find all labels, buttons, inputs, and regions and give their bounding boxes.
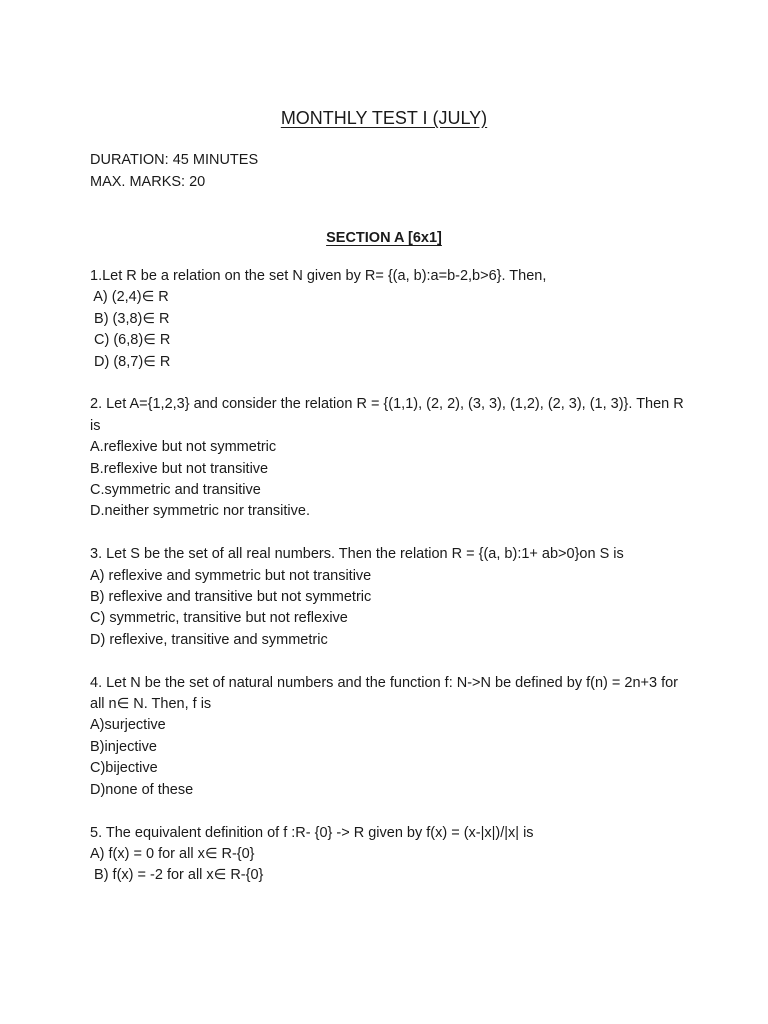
question-stem: 1.Let R be a relation on the set N given by R= {(a, b):a=b-2,b>6}. Then,	[90, 268, 547, 284]
question-2	[90, 394, 690, 522]
option: A.reflexive but not symmetric	[90, 439, 277, 456]
option: C) symmetric, transitive but not reflexive	[90, 610, 348, 627]
question-stem: 4. Let N be the set of natural numbers and the function f: N->N be defined by f(n) = 2n+3 for all n∈ N. Then, f is	[90, 674, 679, 713]
option: D)none of these	[90, 781, 194, 798]
option: C.symmetric and transitive	[90, 482, 261, 499]
option: B) (3,8)∈ R	[90, 310, 170, 327]
question-5	[90, 823, 690, 887]
question-3	[90, 544, 690, 651]
option: C)bijective	[90, 760, 158, 777]
test-meta	[90, 150, 258, 193]
section-heading: SECTION A [6x1]	[326, 230, 442, 246]
question-4	[90, 673, 690, 801]
option: D) (8,7)∈ R	[90, 353, 171, 370]
max-marks-text: MAX. MARKS: 20	[90, 173, 206, 190]
option: A)surjective	[90, 717, 166, 734]
question-list	[90, 266, 690, 908]
question-1	[90, 266, 690, 373]
option: B)injective	[90, 738, 157, 755]
option: A) (2,4)∈ R	[90, 289, 169, 306]
option: B) reflexive and transitive but not symmetric	[90, 589, 372, 606]
option: A) f(x) = 0 for all x∈ R-{0}	[90, 845, 255, 862]
option: D.neither symmetric nor transitive.	[90, 503, 310, 520]
option: D) reflexive, transitive and symmetric	[90, 631, 328, 648]
page-title: MONTHLY TEST I (JULY)	[280, 108, 488, 128]
option: B.reflexive but not transitive	[90, 460, 269, 477]
option: A) reflexive and symmetric but not transitive	[90, 567, 372, 584]
question-stem: 5. The equivalent definition of f :R- {0} -> R given by f(x) = (x-|x|)/|x| is	[90, 824, 534, 841]
option: C) (6,8)∈ R	[90, 332, 171, 349]
option: B) f(x) = -2 for all x∈ R-{0}	[90, 867, 264, 884]
duration-text: DURATION: 45 MINUTES	[90, 152, 259, 168]
question-stem: 3. Let S be the set of all real numbers. Then the relation R = {(a, b):1+ ab>0}on S is	[90, 546, 624, 563]
question-stem: 2. Let A={1,2,3} and consider the relation R = {(1,1), (2, 2), (3, 3), (1,2), (2, 3), (1, 3)}. Then R is	[90, 396, 684, 434]
